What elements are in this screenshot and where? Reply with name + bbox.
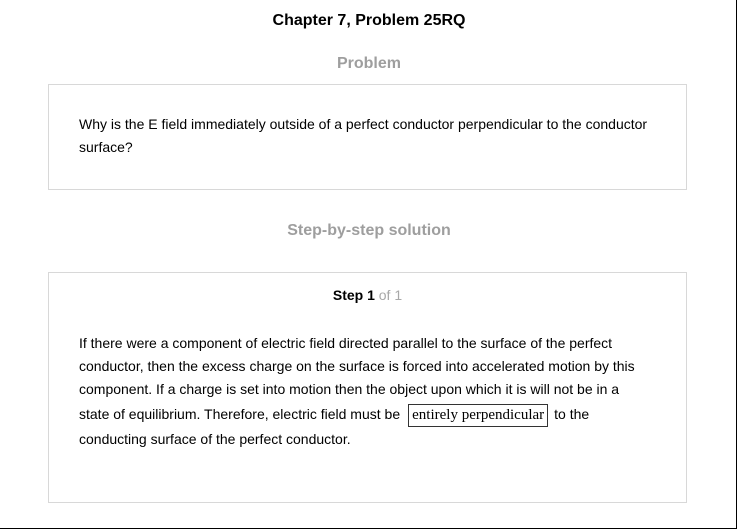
step-number: Step 1 xyxy=(332,287,375,303)
step-indicator xyxy=(49,287,686,303)
solution-line-text: state of equilibrium. Therefore, electric field must be xyxy=(79,406,401,422)
solution-card xyxy=(48,272,687,503)
solution-line xyxy=(79,401,669,428)
answer-box: entirely perpendicular xyxy=(408,404,548,427)
solution-text xyxy=(79,332,669,451)
problem-text: Why is the E field immediately outside of a perfect conductor perpendicular to the conductor surface? xyxy=(79,116,648,155)
solution-line: component. If a charge is set into motion then the object upon which it is will not be in a xyxy=(79,381,620,397)
solution-line-text: to the xyxy=(554,406,590,422)
problem-heading: Problem xyxy=(336,55,401,72)
solution-heading: Step-by-step solution xyxy=(287,222,451,239)
solution-line: conductor, then the excess charge on the surface is forced into accelerated motion by this xyxy=(79,358,635,374)
chapter-title: Chapter 7, Problem 25RQ xyxy=(272,12,466,29)
solution-line: conducting surface of the perfect conductor. xyxy=(79,431,351,447)
step-total: of 1 xyxy=(374,287,403,303)
problem-card xyxy=(48,84,687,190)
solution-line: If there were a component of electric field directed parallel to the surface of the perfect xyxy=(79,335,613,351)
